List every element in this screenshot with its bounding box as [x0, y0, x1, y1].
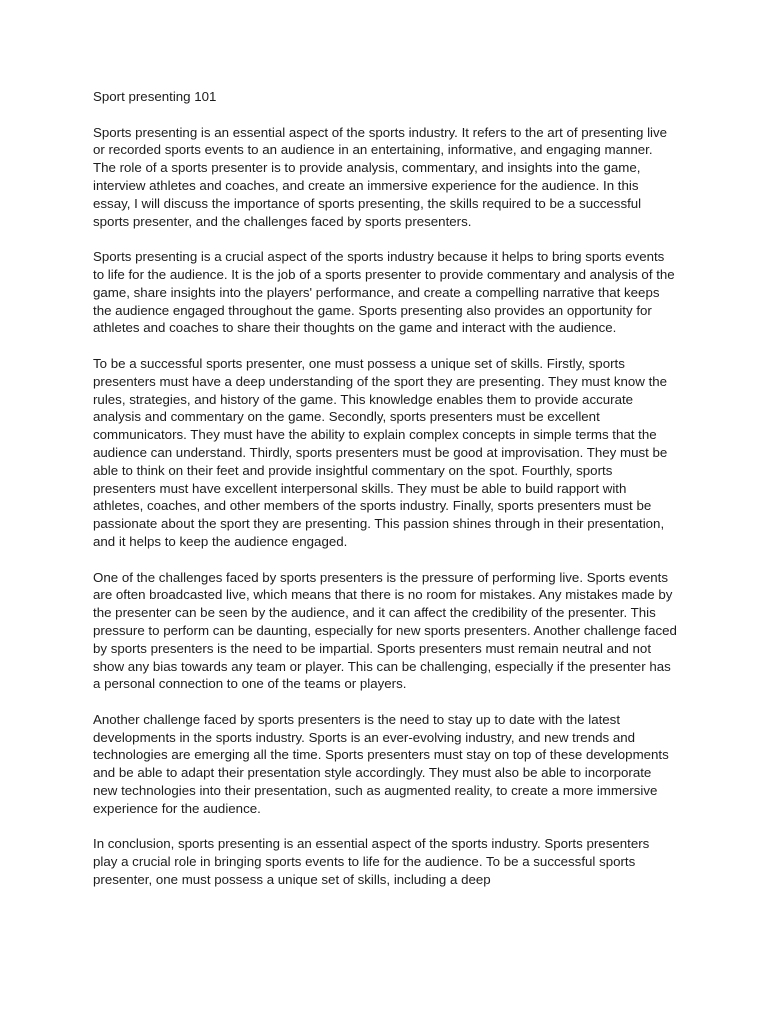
paragraph-intro: Sports presenting is an essential aspect of the sports industry. It refers to the art of presenting live or recorded sports events to an audience in an entertaining, informative, and engaging manner. The role of a sports presenter is to provide analysis, commentary, and insights into the game, interview athletes and coaches, and create an immersive experience for the audience. In this essay, I will discuss the importance of sports presenting, the skills required to be a successful sports presenter, and the challenges faced by sports presenters.: [93, 124, 668, 229]
paragraph-challenges-live: One of the challenges faced by sports presenters is the pressure of performing live. Sports events are often broadcasted live, which means that there is no room for mistakes. Any mistakes made by the presenter can be seen by the audience, and it can affect the credibility of the presenter. This pressure to perform can be daunting, especially for new sports presenters. Another challenge faced by sports presenters is the need to be impartial. Sports presenters must remain neutral and not show any bias towards any team or player. This can be challenging, especially if the presenter has a personal connection to one of the teams or players.: [93, 569, 677, 692]
paragraph-importance: Sports presenting is a crucial aspect of the sports industry because it helps to bring sports events to life for the audience. It is the job of a sports presenter to provide commentary and analysis of the game, share insights into the players' performance, and create a compelling narrative that keeps the audience engaged throughout the game. Sports presenting also provides an opportunity for athletes and coaches to share their thoughts on the game and interact with the audience.: [93, 249, 675, 336]
paragraph-challenges-trends: Another challenge faced by sports presenters is the need to stay up to date with the latest developments in the sports industry. Sports is an ever-evolving industry, and new trends and technologies are emerging all the time. Sports presenters must stay on top of these developments and be able to adapt their presentation style accordingly. They must also be able to incorporate new technologies into their presentation, such as augmented reality, to create a more immersive experience for the audience.: [93, 711, 669, 816]
document-title: Sport presenting 101: [93, 89, 217, 104]
document-body: [93, 88, 677, 907]
paragraph-skills: To be a successful sports presenter, one must possess a unique set of skills. Firstly, sports presenters must have a deep understanding of the sport they are presenting. They must know the rules, strategies, and history of the game. This knowledge enables them to provide accurate analysis and commentary on the game. Secondly, sports presenters must be excellent communicators. They must have the ability to explain complex concepts in simple terms that the audience can understand. Thirdly, sports presenters must be good at improvisation. They must be able to think on their feet and provide insightful commentary on the spot. Fourthly, sports presenters must have excellent interpersonal skills. They must be able to build rapport with athletes, coaches, and other members of the sports industry. Finally, sports presenters must be passionate about the sport they are presenting. This passion shines through in their presentation, and it helps to keep the audience engaged.: [93, 355, 668, 549]
paragraph-conclusion: In conclusion, sports presenting is an essential aspect of the sports industry. Sports presenters play a crucial role in bringing sports events to life for the audience. To be a successful sports presenter, one must possess a unique set of skills, including a deep: [93, 836, 650, 888]
